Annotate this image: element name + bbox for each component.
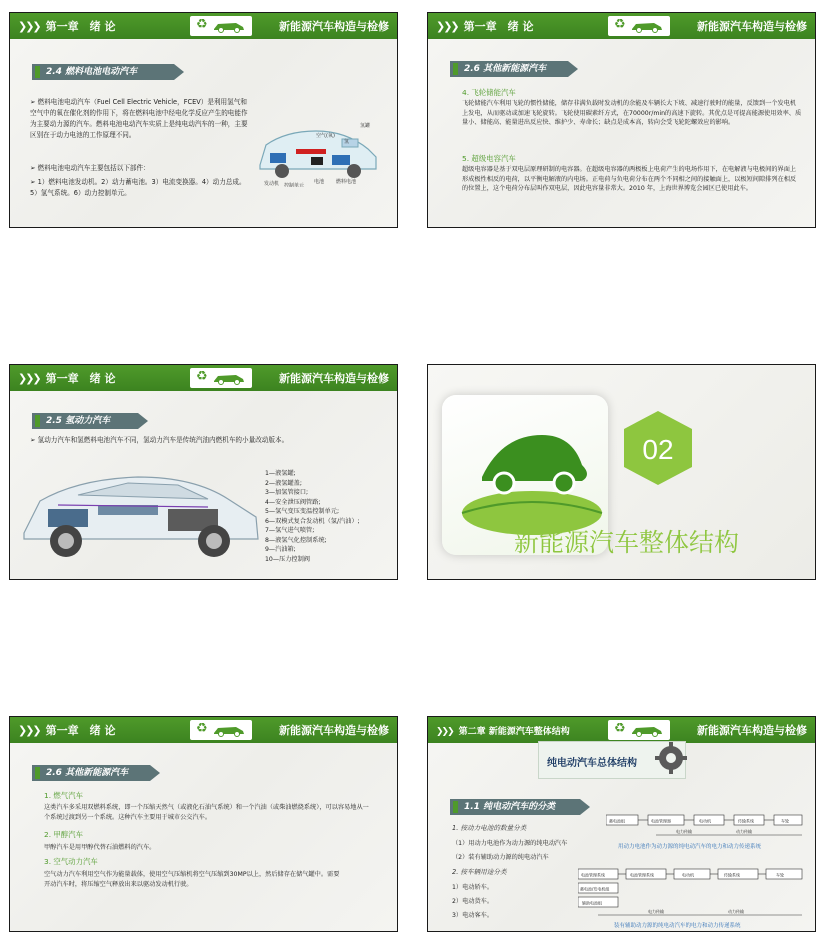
chapter-title: ❯❯❯ 第一章 绪 论 xyxy=(436,20,534,33)
banner-title: 纯电动汽车总体结构 xyxy=(547,758,637,769)
car-icon xyxy=(212,371,246,385)
diagram-node: 电池管理器 xyxy=(651,818,671,824)
legend-item: 1—液氢罐; xyxy=(265,470,296,477)
paragraph: 超级电容器是基于双电层原理研制的电容器。在超级电容器的两极板上电荷产生的电场作用下，在电解液与电极间的界面上形成极性相反的电荷，以平衡电解液的内电场。正电荷与负电荷分布在两个不同相之间的接触面上，以极短间隙排列在相反的位置上，这个电荷分布层叫作双电层，因此电容量非常大。2010 年，上海世界博览会园区已使用此车。 xyxy=(462,166,797,192)
slide-header xyxy=(428,717,815,743)
diagram-node: 电池管理系统 xyxy=(581,872,605,878)
slide-3-hydrogen-car[interactable] xyxy=(9,364,398,580)
subheading: 2. 按车辆用途分类 xyxy=(452,868,507,876)
section-title: 2.5 氢动力汽车 xyxy=(32,413,138,429)
legend-item: 3—加氢管接口; xyxy=(265,489,309,496)
diagram-node: 车轮 xyxy=(776,872,784,878)
brand-title: 新能源汽车构造与检修 xyxy=(279,724,389,737)
diagram-caption: 装有辅助动力源的纯电动汽车的电力和动力传递系统 xyxy=(614,923,741,929)
diagram-node: 蓄电池/发电机组 xyxy=(580,886,610,892)
brand-title: 新能源汽车构造与检修 xyxy=(697,20,807,33)
diagram-node: 电池管理系统 xyxy=(630,872,654,878)
figure-label: 氢 xyxy=(344,139,350,145)
diagram-label: 动力传输 xyxy=(728,909,744,914)
number-hexagon xyxy=(622,409,694,487)
gear-icon xyxy=(653,740,689,776)
recycle-icon: ♻ xyxy=(196,17,208,32)
diagram-2 xyxy=(578,867,808,931)
chapter-title: ❯❯❯ 第一章 绪 论 xyxy=(18,20,116,33)
legend-item: 10—压力控制阀 xyxy=(265,555,310,563)
slide-1-fuel-cell[interactable] xyxy=(9,12,398,228)
legend-list xyxy=(265,469,360,564)
legend-item: 7—氢气进气喷管; xyxy=(265,527,315,534)
brand-title: 新能源汽车构造与检修 xyxy=(279,20,389,33)
diagram-node: 辅助电池组 xyxy=(582,900,602,906)
topic-banner xyxy=(538,741,686,779)
subheading: 2. 甲醇汽车 xyxy=(44,830,83,839)
figure-label: 燃料电池 xyxy=(336,179,357,185)
section-number: 02 xyxy=(642,434,674,465)
diagram-node: 电动机 xyxy=(699,818,711,824)
car-icon xyxy=(630,19,664,33)
paragraph: ➢ 燃料电池电动汽车（Fuel Cell Electric Vehicle，FCEV）是利用氢气和空气中的氧在催化剂的作用下，将在燃料电池中经电化学反应产生的电能作为主要动力源的汽车。燃料电池电动汽车实质上是纯电动汽车的一种，主要区别在于动力电池的工作原理不同。 xyxy=(30,97,252,141)
chapter-title: ❯❯❯ 第一章 绪 论 xyxy=(18,372,116,385)
section-title: 新能源汽车整体结构 xyxy=(514,528,740,557)
section-title: 2.4 燃料电池电动汽车 xyxy=(32,64,174,80)
figure-label: 控制单元 xyxy=(284,183,305,187)
diagram-label: 动力传输 xyxy=(736,829,752,834)
paragraph: ➢ 1）燃料电池发动机。2）动力蓄电池。3）电流变换器。4）动力总成。5）氢气系统。6）动力控制单元。 xyxy=(30,177,252,199)
section-title: 2.6 其他新能源汽车 xyxy=(450,61,568,77)
chapter-title: ❯❯❯ 第一章 绪 论 xyxy=(18,724,116,737)
diagram-node: 车轮 xyxy=(781,818,789,824)
paragraph: 这类汽车多采用双燃料系统，即一个压缩天然气（或液化石油气系统）和一个汽油（或柴油燃烧系统），可以容易地从一个系统过渡到另一个系统。这种汽车主要用于城市公交汽车。 xyxy=(44,804,369,821)
list-item: （2）装有辅助动力源的纯电动汽车 xyxy=(452,854,549,861)
slide-5-other-vehicles[interactable] xyxy=(9,716,398,932)
diagram-label: 电力传输 xyxy=(648,909,664,914)
paragraph: 空气动力汽车利用空气作为能量载体，使用空气压缩机将空气压缩到30MP以上，然后储存在储气罐中。需要开动汽车时，将压缩空气释放出来以驱动发动机行驶。 xyxy=(44,871,340,888)
paragraph: 飞轮储能汽车利用飞轮的惯性储能，储存非满负载时发动机的余能及车辆长大下坡、减速行驶时的能量，反馈到一个发电机上发电，从而驱动或加速飞轮旋转。飞轮使用碳素纤方式，在70000r/min的高速下旋转。其优点是可提高能源使用效率、质量小、储能高、能量进出反应快、维护少、寿命长；缺点是成本高，转向会受飞轮陀螺效应的影响。 xyxy=(462,100,802,126)
chapter-title: ❯❯❯ 第二章 新能源汽车整体结构 xyxy=(436,727,570,737)
diagram-node: 电动机 xyxy=(682,872,694,878)
section-title: 2.6 其他新能源汽车 xyxy=(32,765,150,781)
figure-label: 发动机 xyxy=(264,181,280,187)
diagram-caption: 用动力电池作为动力源的纯电动汽车的电力和动力传递系统 xyxy=(618,844,762,850)
slide-header xyxy=(10,717,397,743)
recycle-icon: ♻ xyxy=(196,369,208,384)
slide-2-other-vehicles[interactable] xyxy=(427,12,816,228)
recycle-icon: ♻ xyxy=(614,17,626,32)
fuel-cell-car-figure xyxy=(256,117,380,187)
car-icon xyxy=(630,723,664,737)
car-logo xyxy=(608,720,670,740)
figure-label: 空气(氧) xyxy=(316,133,335,139)
slide-header xyxy=(10,365,397,391)
subheading: 1. 按动力电池的数量分类 xyxy=(452,824,527,832)
section-title: 1.1 纯电动汽车的分类 xyxy=(450,799,580,815)
paragraph: 甲醇汽车是用甲醇代替石油燃料的汽车。 xyxy=(44,844,156,851)
slide-4-section-divider[interactable] xyxy=(427,364,816,580)
figure-label: 电池 xyxy=(314,179,325,185)
diagram-1 xyxy=(606,811,806,851)
subheading: 5. 超级电容汽车 xyxy=(462,154,516,163)
brand-title: 新能源汽车构造与检修 xyxy=(697,724,807,737)
figure-label: 氢罐 xyxy=(360,123,371,129)
subheading: 3. 空气动力汽车 xyxy=(44,857,98,866)
hydrogen-car-figure xyxy=(18,455,263,567)
paragraph: ➢ 燃料电池电动汽车主要包括以下部件： xyxy=(30,163,252,174)
car-logo xyxy=(190,368,252,388)
car-logo xyxy=(608,16,670,36)
legend-item: 2—液氢罐盖; xyxy=(265,479,302,487)
car-icon xyxy=(212,723,246,737)
diagram-node: 传输系统 xyxy=(724,872,740,878)
car-logo xyxy=(190,16,252,36)
paragraph: ➢ 氢动力汽车和氢燃料电池汽车不同，氢动力汽车是传统汽油内燃机车的小量改动版本。 xyxy=(30,435,370,446)
diagram-node: 蓄电池组 xyxy=(609,818,625,824)
diagram-node: 传输系统 xyxy=(738,818,754,824)
legend-item: 6—双模式复合发动机（氢/汽油）; xyxy=(265,517,360,525)
recycle-icon: ♻ xyxy=(614,721,626,736)
recycle-icon: ♻ xyxy=(196,721,208,736)
legend-item: 4—安全泄压阀管路; xyxy=(265,498,321,506)
list-item: 3）电动客车。 xyxy=(452,912,494,919)
legend-item: 8—液氢气化控制系统; xyxy=(265,536,327,544)
car-icon xyxy=(212,19,246,33)
list-item: （1）用动力电池作为动力源的纯电动汽车 xyxy=(452,840,568,847)
brand-title: 新能源汽车构造与检修 xyxy=(279,372,389,385)
subheading: 4. 飞轮储能汽车 xyxy=(462,88,516,97)
subheading: 1. 燃气汽车 xyxy=(44,791,83,800)
car-logo xyxy=(190,720,252,740)
diagram-label: 电力传输 xyxy=(676,829,692,834)
slide-header xyxy=(428,13,815,39)
slide-header xyxy=(10,13,397,39)
legend-item: 9—汽油箱; xyxy=(265,546,296,553)
slide-6-bev-structure[interactable] xyxy=(427,716,816,932)
list-item: 2）电动货车。 xyxy=(452,898,494,905)
list-item: 1）电动轿车。 xyxy=(452,884,494,891)
legend-item: 5—氢气变压变温控制单元; xyxy=(265,508,340,515)
